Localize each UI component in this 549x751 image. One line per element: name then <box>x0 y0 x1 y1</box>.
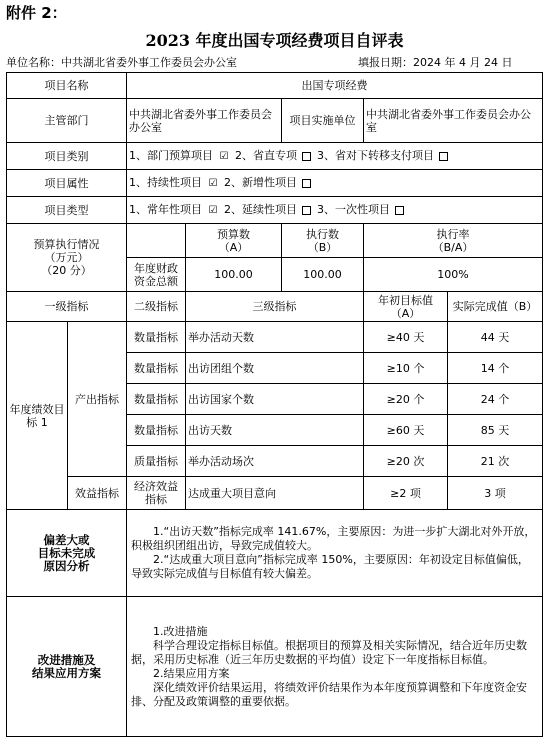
budget-label-line1: 预算执行情况 <box>33 238 100 251</box>
indicator-actual: 85 天 <box>448 415 543 446</box>
dept-value: 中共湖北省委外事工作委员会办公室 <box>127 99 282 143</box>
indicator-level2: 数量指标 <box>127 415 186 446</box>
col-level3: 三级指标 <box>186 292 364 322</box>
indicator-actual: 14 个 <box>448 353 543 384</box>
col-level1: 一级指标 <box>7 292 127 322</box>
type-option-2: 2、延续性项目 <box>223 203 297 216</box>
measures-content <box>127 597 543 737</box>
indicator-level2: 数量指标 <box>127 322 186 353</box>
deviation-label-line1: 偏差大或 <box>43 532 90 547</box>
indicator-level3: 举办活动场次 <box>186 446 364 477</box>
impl-unit-label: 项目实施单位 <box>282 99 364 143</box>
type-option-3: 3、一次性项目 <box>316 203 390 216</box>
indicator-level2: 质量指标 <box>127 446 186 477</box>
col-actual: 实际完成值（B） <box>448 292 543 322</box>
fill-date: 填报日期：2024 年 4 月 24 日 <box>358 56 513 69</box>
budget-col-c-sub: （B/A） <box>432 240 474 254</box>
col-level2: 二级指标 <box>127 292 186 322</box>
budget-col-a-sub: （A） <box>218 240 249 254</box>
output-indicator-label: 产出指标 <box>68 322 127 477</box>
dept-label: 主管部门 <box>7 99 127 143</box>
type-options <box>127 197 543 224</box>
indicator-level2: 经济效益指标 <box>127 477 186 510</box>
budget-label <box>7 224 127 292</box>
checked-box-icon: ☑ <box>219 151 229 162</box>
attr-option-1: 1、持续性项目 <box>129 176 202 189</box>
type-option-1: 1、常年性项目 <box>129 203 202 216</box>
indicator-target: ≥60 天 <box>364 415 448 446</box>
indicator-target: ≥2 项 <box>364 477 448 510</box>
budget-col-c-title: 执行率 <box>436 227 470 241</box>
budget-col-b-sub: （B） <box>307 240 338 254</box>
category-option-3: 3、省对下转移支付项目 <box>316 149 434 162</box>
evaluation-table <box>6 72 543 737</box>
deviation-analysis <box>127 510 543 597</box>
empty-box-icon <box>395 206 404 215</box>
budget-label-line2: （万元） <box>44 251 89 264</box>
category-options <box>127 143 543 170</box>
indicator-level3: 举办活动天数 <box>186 322 364 353</box>
fund-budget: 100.00 <box>186 258 282 292</box>
deviation-paragraph-1: 1.“出访天数”指标完成率 141.67%，主要原因：为进一步扩大湖北对外开放，积极组织团组出访，导致完成值较大。 <box>131 525 536 552</box>
attr-label: 项目属性 <box>7 170 127 197</box>
attr-option-2: 2、新增性项目 <box>223 176 297 189</box>
empty-box-icon <box>302 152 311 161</box>
measures-paragraph-2: 深化绩效评价结果运用，将绩效评价结果作为本年度预算调整和下年度资金安排、分配及政策调整的重要依据。 <box>131 680 527 708</box>
indicator-target: ≥20 个 <box>364 384 448 415</box>
attachment-label: 附件 2： <box>6 4 67 22</box>
budget-col-a-title: 预算数 <box>217 227 250 241</box>
category-option-1: 1、部门预算项目 <box>129 149 213 162</box>
indicator-level3: 达成重大项目意向 <box>186 477 364 510</box>
fund-label: 年度财政资金总额 <box>127 258 186 292</box>
type-label: 项目类型 <box>7 197 127 224</box>
checked-box-icon: ☑ <box>208 178 218 189</box>
deviation-label <box>7 510 127 597</box>
category-option-2: 2、省直专项 <box>234 149 297 162</box>
project-name-value: 出国专项经费 <box>127 73 543 99</box>
indicator-level3: 出访团组个数 <box>186 353 364 384</box>
fund-rate: 100% <box>364 258 543 292</box>
measures-label <box>7 597 127 737</box>
indicator-target: ≥10 个 <box>364 353 448 384</box>
budget-blank <box>127 224 186 258</box>
measures-label-line2: 结果应用方案 <box>32 665 101 680</box>
checked-box-icon: ☑ <box>208 205 218 216</box>
indicator-level3: 出访天数 <box>186 415 364 446</box>
indicator-level3: 出访国家个数 <box>186 384 364 415</box>
empty-box-icon <box>302 179 311 188</box>
project-name-label: 项目名称 <box>7 73 127 99</box>
attr-options <box>127 170 543 197</box>
deviation-paragraph-2: 2.“达成重大项目意向”指标完成率 150%，主要原因：年初设定目标值偏低，导致实际完成值与目标值有较大偏差。 <box>131 553 529 580</box>
empty-box-icon <box>302 206 311 215</box>
measures-paragraph-1: 科学合理设定指标目标值。根据项目的预算及相关实际情况，结合近年历史数据，采用历史标准（近三年历史数据的平均值）设定下一年度指标目标值。 <box>131 638 527 666</box>
measures-label-line1: 改进措施及 <box>37 652 96 667</box>
budget-col-b-title: 执行数 <box>306 227 339 241</box>
goal-label: 年度绩效目标 1 <box>7 322 68 510</box>
measures-heading-2: 2.结果应用方案 <box>153 666 230 680</box>
empty-box-icon <box>439 152 448 161</box>
indicator-level2: 数量指标 <box>127 353 186 384</box>
benefit-indicator-label: 效益指标 <box>68 477 127 510</box>
budget-col-b <box>282 224 364 258</box>
unit-name: 单位名称：中共湖北省委外事工作委员会办公室 <box>6 56 237 69</box>
measures-heading-1: 1.改进措施 <box>153 624 208 638</box>
deviation-label-line2: 目标未完成 <box>37 545 96 560</box>
indicator-actual: 44 天 <box>448 322 543 353</box>
form-title: 2023 年度出国专项经费项目自评表 <box>145 31 404 50</box>
budget-col-c <box>364 224 543 258</box>
indicator-level2: 数量指标 <box>127 384 186 415</box>
indicator-actual: 3 项 <box>448 477 543 510</box>
indicator-actual: 24 个 <box>448 384 543 415</box>
impl-unit-value: 中共湖北省委外事工作委员会办公室 <box>364 99 543 143</box>
budget-label-line3: （20 分） <box>41 264 92 277</box>
indicator-target: ≥40 天 <box>364 322 448 353</box>
fund-executed: 100.00 <box>282 258 364 292</box>
indicator-target: ≥20 次 <box>364 446 448 477</box>
indicator-actual: 21 次 <box>448 446 543 477</box>
category-label: 项目类别 <box>7 143 127 170</box>
budget-col-a <box>186 224 282 258</box>
col-target: 年初目标值（A） <box>364 292 448 322</box>
deviation-label-line3: 原因分析 <box>43 558 90 573</box>
